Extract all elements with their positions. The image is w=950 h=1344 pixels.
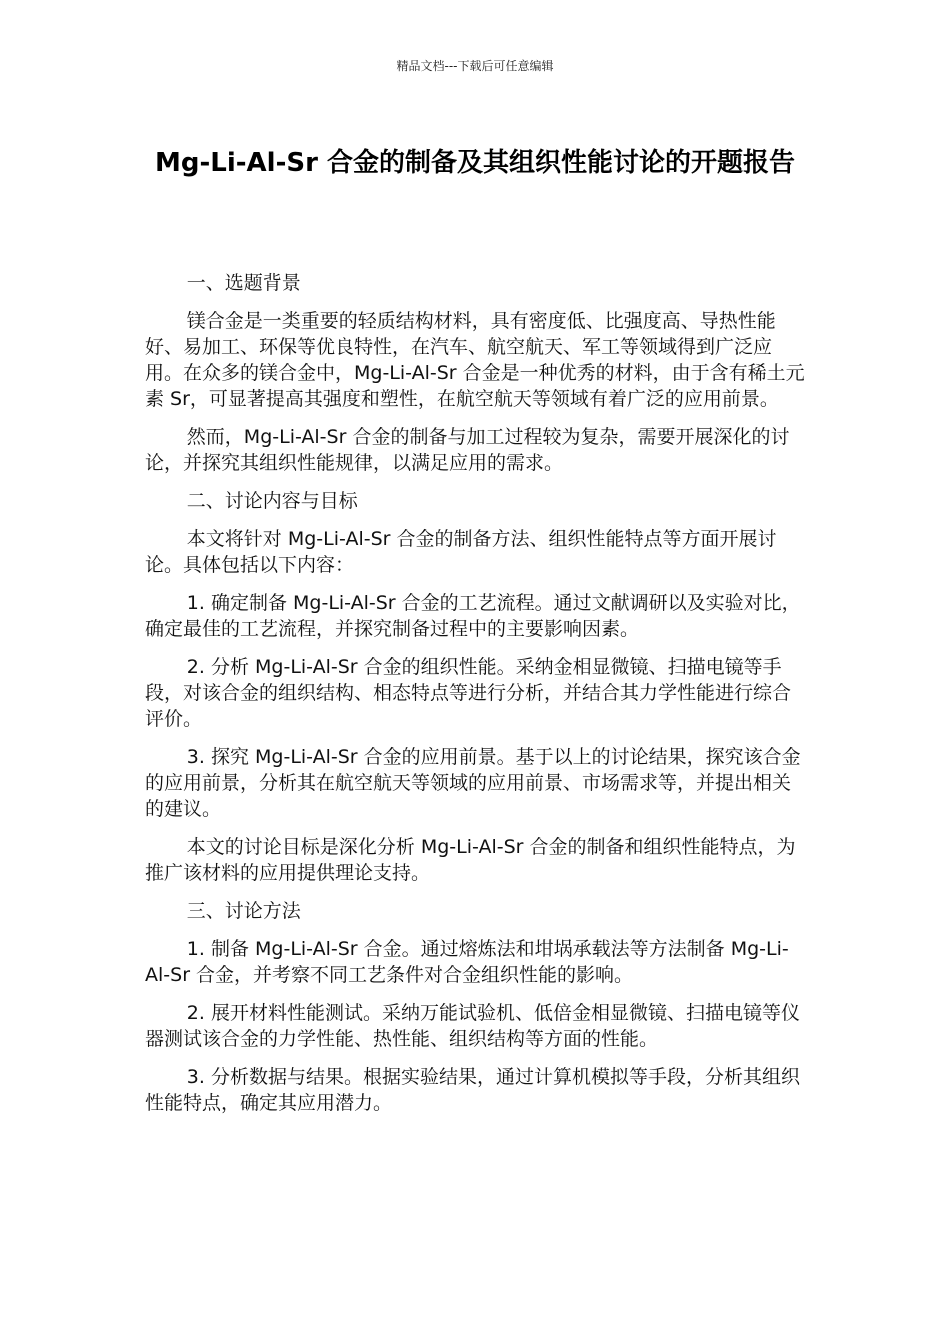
list-item-content-2: 2. 分析 Mg-Li-Al-Sr 合金的组织性能。采纳金相显微镜、扫描电镜等手段，对该合金的组织结构、相态特点等进行分析，并结合其力学性能进行综合评价。 — [145, 656, 792, 730]
document-body — [145, 270, 805, 1128]
list-item-method-1: 1. 制备 Mg-Li-Al-Sr 合金。通过熔炼法和坩埚承载法等方法制备 Mg-Li-Al-Sr 合金，并考察不同工艺条件对合金组织性能的影响。 — [145, 938, 789, 986]
paragraph-content-goal: 本文的讨论目标是深化分析 Mg-Li-Al-Sr 合金的制备和组织性能特点，为推广该材料的应用提供理论支持。 — [145, 836, 796, 884]
paragraph-background-1: 镁合金是一类重要的轻质结构材料，具有密度低、比强度高、导热性能好、易加工、环保等优良特性，在汽车、航空航天、军工等领域得到广泛应用。在众多的镁合金中，Mg-Li-Al-Sr 合金是一种优秀的材料，由于含有稀土元素 Sr，可显著提高其强度和塑性，在航空航天等领域有着广泛的应用前景。 — [145, 310, 805, 410]
list-item-content-3: 3. 探究 Mg-Li-Al-Sr 合金的应用前景。基于以上的讨论结果，探究该合金的应用前景，分析其在航空航天等领域的应用前景、市场需求等，并提出相关的建议。 — [145, 746, 801, 820]
list-item-content-1: 1. 确定制备 Mg-Li-Al-Sr 合金的工艺流程。通过文献调研以及实验对比，确定最佳的工艺流程，并探究制备过程中的主要影响因素。 — [145, 592, 801, 640]
paragraph-background-2: 然而，Mg-Li-Al-Sr 合金的制备与加工过程较为复杂，需要开展深化的讨论，并探究其组织性能规律，以满足应用的需求。 — [145, 426, 790, 474]
paragraph-content-intro: 本文将针对 Mg-Li-Al-Sr 合金的制备方法、组织性能特点等方面开展讨论。具体包括以下内容： — [145, 528, 777, 576]
document-title: Mg-Li-Al-Sr 合金的制备及其组织性能讨论的开题报告 — [155, 148, 795, 178]
header-note: 精品文档---下载后可任意编辑 — [396, 59, 554, 73]
list-item-method-2: 2. 展开材料性能测试。采纳万能试验机、低倍金相显微镜、扫描电镜等仪器测试该合金的力学性能、热性能、组织结构等方面的性能。 — [145, 1002, 800, 1050]
list-item-method-3: 3. 分析数据与结果。根据实验结果，通过计算机模拟等手段，分析其组织性能特点，确定其应用潜力。 — [145, 1066, 800, 1114]
section-heading-background: 一、选题背景 — [186, 272, 301, 294]
section-heading-content-goals: 二、讨论内容与目标 — [186, 490, 358, 512]
section-heading-methods: 三、讨论方法 — [186, 900, 301, 922]
